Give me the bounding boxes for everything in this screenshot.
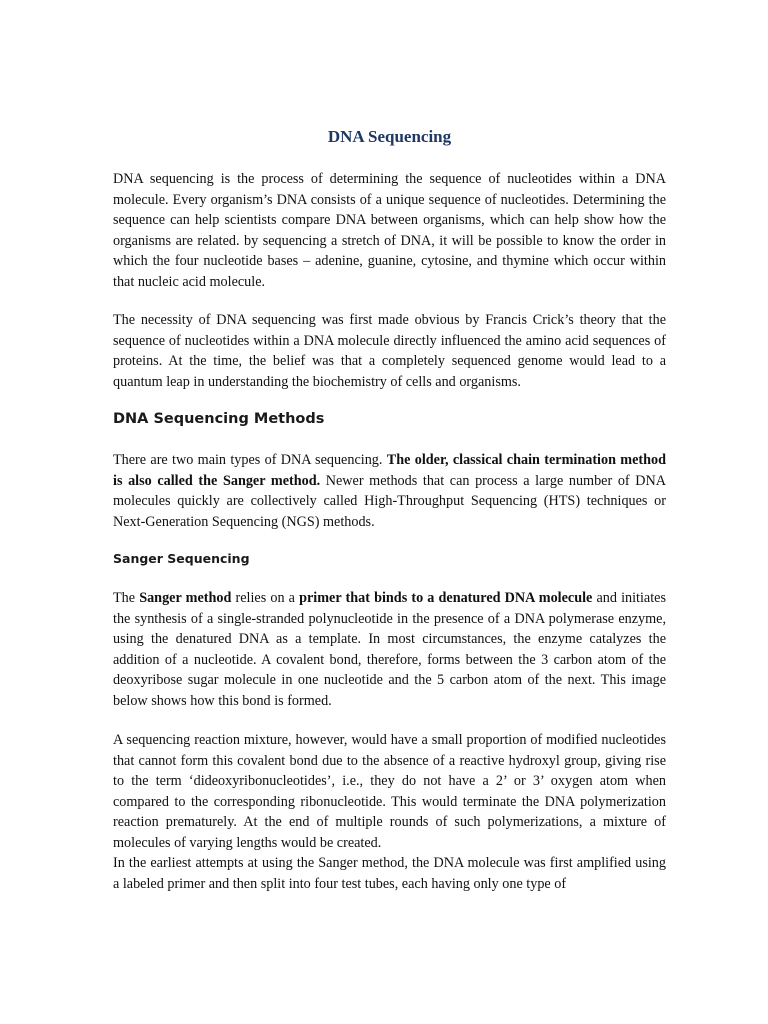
sanger-p3-text: In the earliest attempts at using the Sanger method, the DNA molecule was first amplified using a labeled primer and then split into four test tubes, each having only one type of <box>113 855 666 892</box>
methods-paragraph <box>113 450 666 532</box>
sanger-paragraph-2 <box>113 730 666 894</box>
sanger-p1-c: relies on a <box>231 590 300 606</box>
methods-text-bold: The older, classical chain termination method is also called the Sanger method. <box>113 452 667 489</box>
sanger-p1-e: and initiates the synthesis of a single-stranded polynucleotide in the presence of a DNA polymerase enzyme, using the denatured DNA as a template. In most circumstances, the enzyme catalyzes the addition of a nucleotide. A covalent bond, therefore, forms between the 3 carbon atom of the deoxyribose sugar molecule in one nucleotide and the 5 carbon atom of the next. This image below shows how this bond is formed. <box>113 590 666 709</box>
methods-heading: DNA Sequencing Methods <box>113 411 325 427</box>
sanger-p1-bold-primer: primer that binds to a denatured DNA molecule <box>299 590 593 606</box>
intro-paragraph-1: DNA sequencing is the process of determining the sequence of nucleotides within a DNA molecule. Every organism’s DNA consists of a unique sequence of nucleotides. Determining the sequence can help scientists compare DNA between organisms, which can help show how the organisms are related. by sequencing a stretch of DNA, it will be possible to know the order in which the four nucleotide bases – adenine, guanine, cytosine, and thymine which occur within that nucleic acid molecule. <box>113 171 666 290</box>
sanger-p1-bold-method: Sanger method <box>139 590 232 606</box>
intro-paragraph-2: The necessity of DNA sequencing was first made obvious by Francis Crick’s theory that the sequence of nucleotides within a DNA molecule directly influenced the amino acid sequences of proteins. At the time, the belief was that a completely sequenced genome would lead to a quantum leap in understanding the biochemistry of cells and organisms. <box>113 312 666 390</box>
methods-text-end: Newer methods that can process a large number of DNA molecules quickly are collectively called High-Throughput Sequencing (HTS) techniques or Next-Generation Sequencing (NGS) methods. <box>113 472 666 530</box>
sanger-p1-a: The <box>113 590 140 606</box>
sanger-paragraph-1 <box>113 588 666 711</box>
document-title: DNA Sequencing <box>327 127 452 146</box>
sanger-p2-text: A sequencing reaction mixture, however, would have a small proportion of modified nucleotides that cannot form this covalent bond due to the absence of a reactive hydroxyl group, giving rise to the term ‘dideoxyribonucleotides’, i.e., they do not have a 2’ or 3’ oxygen atom when compared to the corresponding ribonucleotide. This would terminate the DNA polymerization reaction prematurely. At the end of multiple rounds of such polymerizations, a mixture of molecules of varying lengths would be created. <box>113 732 666 851</box>
methods-text-start: There are two main types of DNA sequencing. <box>113 452 387 468</box>
sanger-heading: Sanger Sequencing <box>113 551 250 566</box>
